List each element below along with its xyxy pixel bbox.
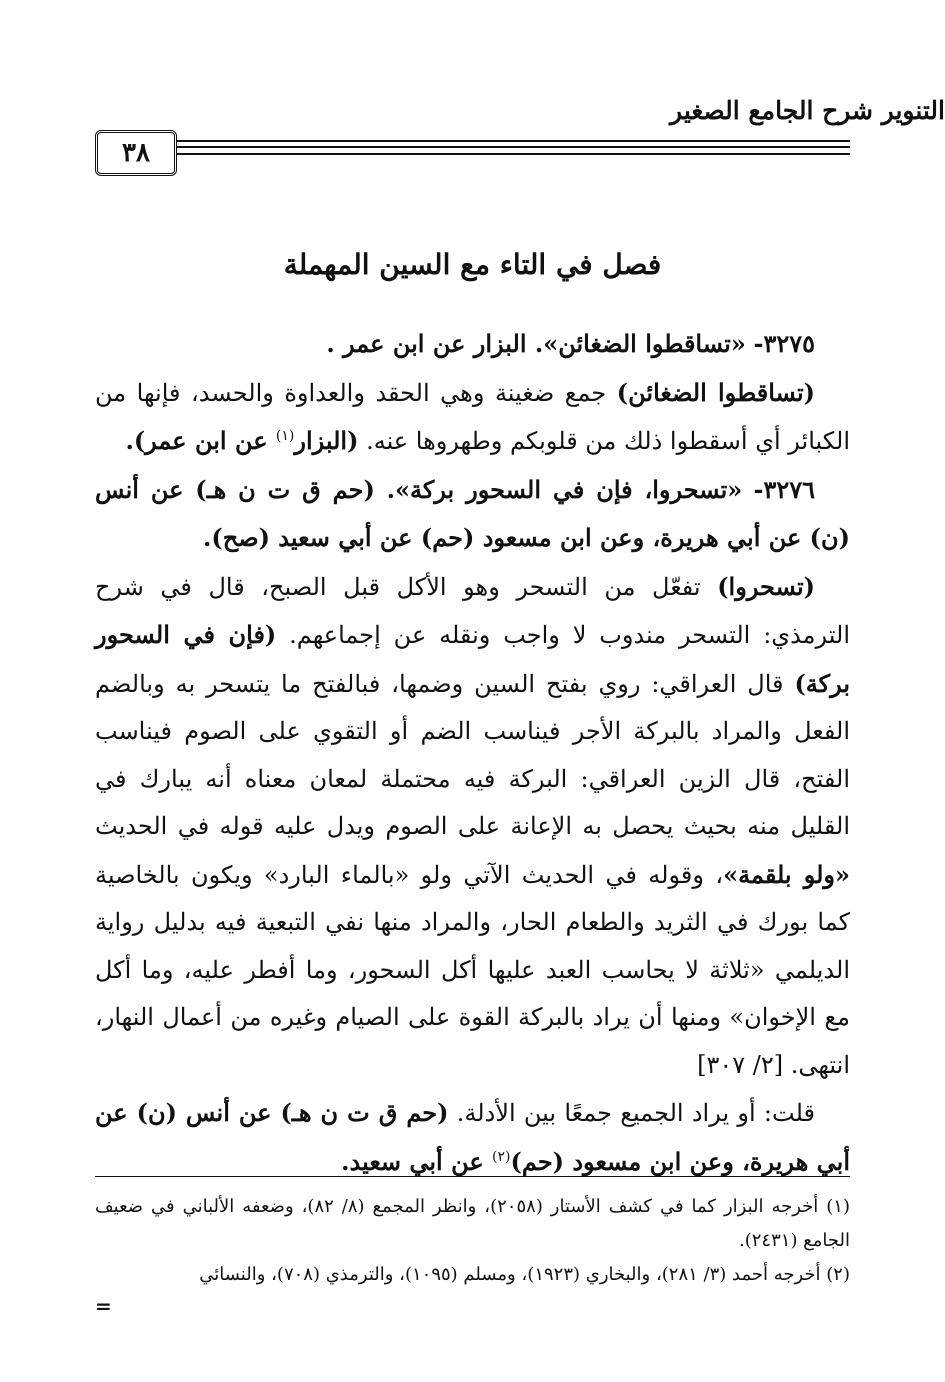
commentary-3275: [95, 369, 850, 466]
commentary-lemma: (فإن في السحور بركة): [95, 620, 851, 698]
header-rule: [95, 153, 850, 155]
header-rule: [95, 140, 850, 142]
page-number-badge: ٣٨: [95, 130, 177, 176]
hadith-number: ٣٢٧٥-: [753, 329, 815, 358]
footnote-separator: [95, 1176, 850, 1177]
hadith-number: ٣٢٧٦-: [753, 474, 815, 504]
section-heading: فصل في التاء مع السين المهملة: [283, 248, 662, 281]
hadith-text: «تساقطوا الضغائن». البزار عن ابن عمر .: [326, 329, 746, 358]
closing-sources-end: عن أبي سعيد.: [341, 1146, 493, 1176]
commentary-text: تفعّل من التسحر وهو الأكل قبل الصبح، قال في شرح الترمذي: التسحر مندوب لا واجب ونقله عن إجماعهم.: [95, 572, 850, 649]
footnote-ref-1[interactable]: (١): [275, 428, 295, 444]
commentary-3276: [95, 563, 850, 1090]
source-reference: (البزار: [294, 426, 359, 455]
closing-sources: (حم ق ت ن هـ) عن أنس (ن) عن أبي هريرة، وعن ابن مسعود (حم): [95, 1098, 850, 1176]
hadith-3275: [95, 320, 850, 369]
commentary-text: ، وقوله في الحديث الآتي ولو «بالماء البارد» ويكون بالخاصية كما بورك في الثريد والطعام الحار، والمراد منها نفي التبعية فيه بدليل رواية الديلمي «ثلاثة لا يحاسب العبد عليها أكل السحور، وما أفطر عليه، وما أكل مع الإخوان» ومنها أن يراد بالبركة القوة على الصيام وغيره من أعمال النهار، انتهى. [٢/ ٣٠٧]: [95, 860, 850, 1079]
commentary-lemma: (تساقطوا الضغائن): [616, 377, 815, 407]
hadith-3276: [95, 466, 850, 563]
quoted-phrase: «ولو بلقمة»: [723, 859, 850, 889]
footnote-2: (٢) أخرجه أحمد (٣/ ٢٨١)، والبخاري (١٩٢٣)، ومسلم (١٠٩٥)، والترمذي (٧٠٨)، والنسائي: [199, 1264, 850, 1285]
main-text: [95, 320, 850, 1186]
footnote-1: (١) أخرجه البزار كما في كشف الأستار (٢٠٥٨)، وانظر المجمع (٨/ ٨٢)، وضعفه الألباني في ضعيف الجامع (٢٤٣١).: [95, 1196, 850, 1251]
commentary-text: قال العراقي: روي بفتح السين وضمها، فبالفتح ما يتسحر به وبالضم الفعل والمراد بالبركة الأجر فيناسب الضم أو التقوي على الصوم فيناسب الفتح، قال الزين العراقي: البركة فيه محتملة لمعان معناه أنه يبارك في القليل منه بحيث يحصل به الإعانة على الصوم ويدل عليه قوله في الحديث: [95, 669, 850, 840]
footnote-ref-2[interactable]: (٢): [492, 1148, 511, 1165]
commentary-text: جمع ضغينة وهي الحقد والعداوة والحسد، فإنها من الكبائر أي أسقطوا ذلك من قلوبكم وطهروها عنه.: [95, 378, 850, 455]
closing-text: قلت: أو يراد الجميع جمعًا بين الأدلة.: [448, 1099, 816, 1127]
commentary-lemma: (تسحروا): [717, 571, 815, 601]
hadith-text: «تسحروا، فإن في السحور بركة». (حم ق ت ن هـ) عن أنس (ن) عن أبي هريرة، وعن ابن مسعود (حم) عن أبي سعيد (صح).: [95, 474, 850, 552]
running-title: التنوير شرح الجامع الصغير: [670, 96, 945, 125]
continuation-mark: =: [95, 1294, 112, 1318]
header-rule: [95, 146, 850, 148]
footnotes: [95, 1190, 850, 1292]
source-reference-end: عن ابن عمر).: [125, 426, 276, 455]
closing-remark: [95, 1089, 850, 1186]
